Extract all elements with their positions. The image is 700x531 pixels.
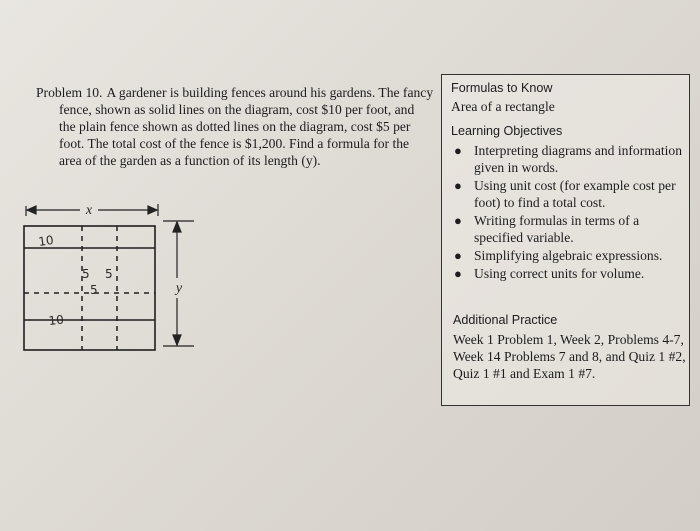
objective-item: ● Using correct units for volume. xyxy=(454,266,645,281)
handwritten-5-c: 5 xyxy=(105,267,113,281)
objective-item: ● Writing formulas in terms of a specified variable. xyxy=(454,213,640,245)
objectives-list xyxy=(450,142,688,283)
handwritten-10-bottom: 10 xyxy=(47,312,65,328)
formulas-title: Formulas to Know xyxy=(451,81,553,95)
garden-diagram xyxy=(22,196,197,354)
objective-item: ● Interpreting diagrams and information given in words. xyxy=(454,143,682,175)
y-label: y xyxy=(175,281,183,296)
problem-statement xyxy=(36,84,434,169)
objective-item: ● Simplifying algebraic expressions. xyxy=(454,248,663,263)
x-label: x xyxy=(85,203,93,218)
problem-text: A gardener is building fences around his gardens. The fancy fence, shown as solid lines on the diagram, cost $10 per foot, and the plain fence shown as dotted lines on the diagram, cost $5 per foot. The total cost of the fence is $1,200. Find a formula for the area of the garden as a function of its length (y). xyxy=(59,85,434,168)
practice-title: Additional Practice xyxy=(453,313,558,327)
objective-item: ● Using unit cost (for example cost per foot) to find a total cost. xyxy=(454,178,676,210)
handwritten-5-b: 5 xyxy=(90,283,98,297)
objectives-title: Learning Objectives xyxy=(451,124,563,138)
info-box xyxy=(441,74,690,406)
bullet-icon: ● xyxy=(454,143,462,158)
problem-number: Problem 10. xyxy=(36,85,103,100)
practice-text: Week 1 Problem 1, Week 2, Problems 4-7, Week 14 Problems 7 and 8, and Quiz 1 #2, Quiz 1 #1 and Exam 1 #7. xyxy=(453,332,686,381)
handwritten-10-top: 10 xyxy=(37,232,55,249)
bullet-icon: ● xyxy=(454,213,462,228)
bullet-icon: ● xyxy=(454,266,462,281)
bullet-icon: ● xyxy=(454,178,462,193)
handwritten-5-a: 5 xyxy=(82,267,90,281)
bullet-icon: ● xyxy=(454,248,462,263)
formulas-item: Area of a rectangle xyxy=(451,99,555,114)
